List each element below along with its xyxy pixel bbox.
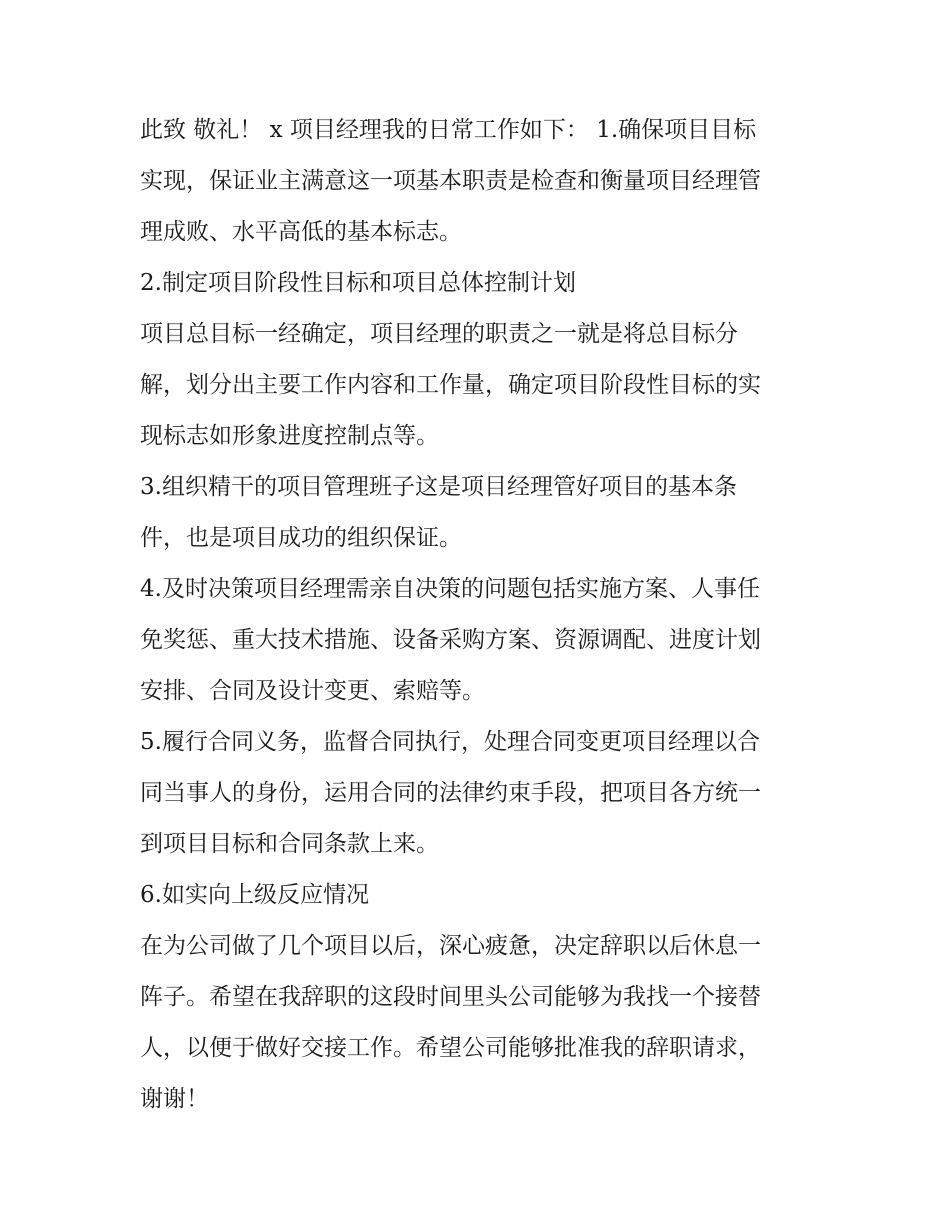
text-line: 实现，保证业主满意这一项基本职责是检查和衡量项目经理管 [140, 168, 761, 194]
closing-line: 谢谢！ [140, 1086, 209, 1112]
section-heading: 4.及时决策项目经理需亲自决策的问题包括实施方案、人事任 [140, 576, 760, 602]
text-line: 同当事人的身份，运用合同的法律约束手段，把项目各方统一 [140, 780, 761, 806]
text-line: 项目总目标一经确定，项目经理的职责之一就是将总目标分 [140, 321, 738, 347]
text-line: 安排、合同及设计变更、索赔等。 [140, 678, 485, 704]
section-heading: 2.制定项目阶段性目标和项目总体控制计划 [140, 270, 576, 296]
section-heading: 5.履行合同义务，监督合同执行，处理合同变更项目经理以合 [140, 729, 760, 755]
text-line: 在为公司做了几个项目以后，深心疲惫，决定辞职以后休息一 [140, 933, 761, 959]
section-heading: 3.组织精干的项目管理班子这是项目经理管好项目的基本条 [140, 474, 737, 500]
text-line: 件，也是项目成功的组织保证。 [140, 525, 462, 551]
text-line: 理成败、水平高低的基本标志。 [140, 219, 462, 245]
text-line: 人，以便于做好交接工作。希望公司能够批准我的辞职请求， [140, 1035, 761, 1061]
text-line: 免奖惩、重大技术措施、设备采购方案、资源调配、进度计划 [140, 627, 761, 653]
text-line: 解，划分出主要工作内容和工作量，确定项目阶段性目标的实 [140, 372, 761, 398]
text-line: 现标志如形象进度控制点等。 [140, 423, 439, 449]
text-line: 此致 敬礼！ x 项目经理我的日常工作如下： 1.确保项目目标 [140, 117, 757, 143]
document-body [140, 105, 812, 1125]
section-heading: 6.如实向上级反应情况 [140, 882, 369, 908]
text-line: 到项目目标和合同条款上来。 [140, 831, 439, 857]
text-line: 阵子。希望在我辞职的这段时间里头公司能够为我找一个接替 [140, 984, 761, 1010]
